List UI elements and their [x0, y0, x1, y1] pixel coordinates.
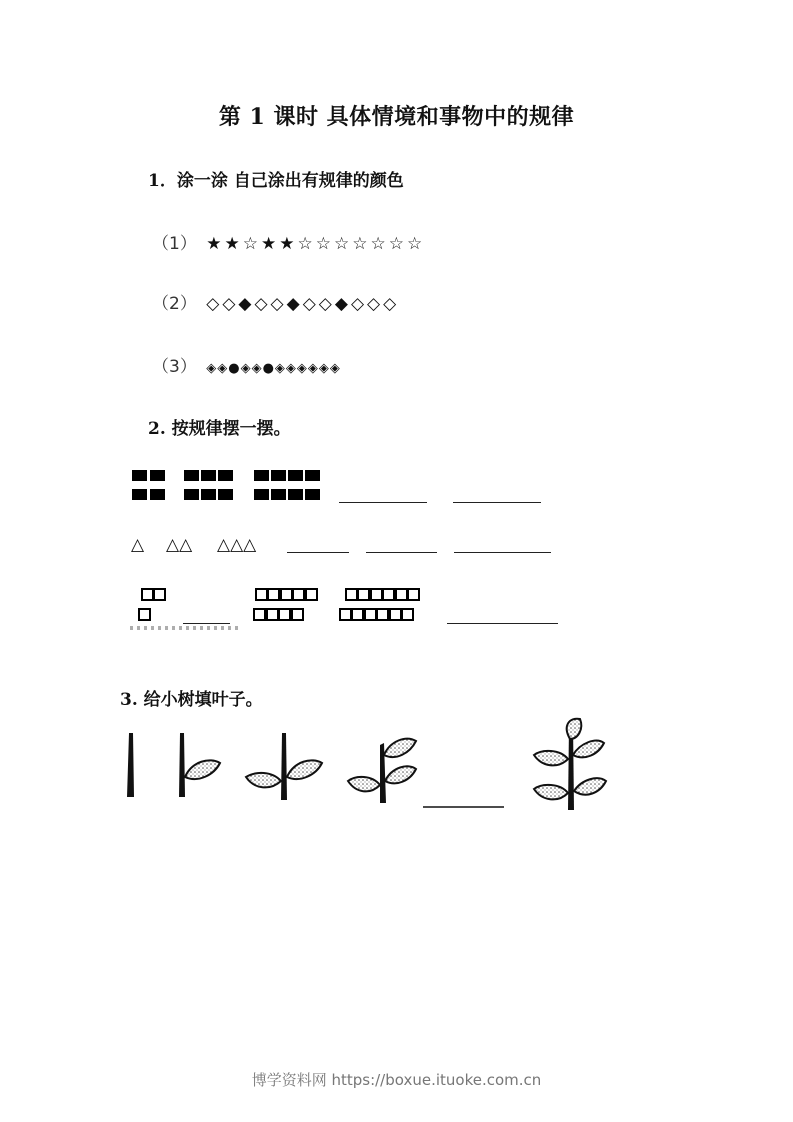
plant-two-leaves-icon	[246, 733, 322, 800]
pattern-symbol[interactable]: ◇	[383, 294, 397, 314]
plant-three-leaves-icon	[348, 739, 416, 803]
pattern-symbol[interactable]: ☆	[242, 234, 258, 254]
pattern-symbol[interactable]: ◇	[270, 294, 284, 314]
pattern-symbol[interactable]: ◇	[206, 294, 220, 314]
pattern-symbol[interactable]: ☆	[315, 234, 331, 254]
pattern-symbol[interactable]: ◇	[222, 294, 236, 314]
answer-blank[interactable]	[366, 552, 437, 553]
pattern-symbol[interactable]: ◈	[251, 361, 262, 376]
row-label: （2）	[152, 294, 197, 314]
outlined-box	[253, 608, 266, 621]
pattern-symbol[interactable]: ◈	[318, 361, 329, 376]
filled-square	[288, 470, 303, 481]
outlined-box	[351, 608, 364, 621]
answer-blank[interactable]	[453, 502, 541, 503]
filled-square	[132, 489, 147, 500]
pattern-symbol[interactable]: ☆	[333, 234, 350, 254]
pattern-symbol[interactable]: ☆	[406, 234, 423, 254]
pattern-symbol[interactable]: ◆	[334, 294, 348, 314]
pattern-symbol[interactable]: ◇	[254, 294, 268, 314]
filled-square	[271, 489, 286, 500]
diamond-pattern	[206, 294, 399, 314]
outlined-box	[278, 608, 291, 621]
outlined-box	[401, 608, 414, 621]
pattern-symbol[interactable]: ★	[279, 234, 295, 254]
pattern-symbol[interactable]: ◇	[302, 294, 316, 314]
outlined-box	[305, 588, 318, 601]
pattern-row-2	[152, 289, 399, 314]
pattern-symbol[interactable]: ☆	[388, 234, 404, 254]
pattern-symbol[interactable]: ☆	[352, 234, 368, 254]
question-1-heading: 1．涂一涂 自己涂出有规律的颜色	[148, 171, 404, 191]
filled-square	[218, 470, 233, 481]
row-label: （3）	[152, 357, 197, 377]
pattern-symbol[interactable]: ☆	[370, 234, 386, 254]
star-pattern	[206, 234, 425, 254]
answer-blank[interactable]	[447, 623, 558, 624]
filled-square	[254, 470, 269, 481]
filled-square	[132, 470, 147, 481]
cropped-text-remnant	[130, 626, 240, 630]
pattern-symbol[interactable]: ◇	[350, 294, 365, 314]
pattern-symbol[interactable]: ★	[224, 234, 240, 254]
answer-blank[interactable]	[454, 552, 551, 553]
pattern-symbol[interactable]: ◇	[367, 294, 381, 314]
pattern-symbol[interactable]: ◈	[285, 361, 296, 376]
filled-square	[288, 489, 303, 500]
outlined-box	[292, 588, 305, 601]
pattern-symbol[interactable]: ◈	[240, 361, 251, 376]
pattern-symbol[interactable]: ◇	[318, 294, 332, 314]
pattern-symbol[interactable]: ★	[206, 234, 222, 254]
pattern-symbol[interactable]: ◆	[286, 294, 300, 314]
row-label: （1）	[152, 234, 197, 254]
plant-one-leaf-icon	[179, 733, 220, 797]
pattern-symbol[interactable]: ◈	[307, 361, 318, 376]
filled-square	[218, 489, 233, 500]
pattern-symbol[interactable]: ◈	[217, 361, 228, 376]
plant-sequence	[110, 715, 620, 820]
triangle-group-1: △	[131, 535, 145, 555]
outlined-box	[357, 588, 370, 601]
outlined-box	[138, 608, 151, 621]
outlined-box	[407, 588, 420, 601]
outlined-box	[376, 608, 389, 621]
triangle-group-2: △△	[166, 535, 193, 555]
pattern-symbol[interactable]: ☆	[297, 234, 313, 254]
filled-square	[150, 470, 165, 481]
filled-square	[201, 470, 216, 481]
pattern-symbol[interactable]: ●	[228, 361, 240, 376]
filled-square	[271, 470, 286, 481]
triangle-group-3: △△△	[217, 535, 257, 555]
pattern-symbol[interactable]: ◈	[206, 361, 217, 376]
answer-blank[interactable]	[339, 502, 427, 503]
footer-watermark: 博学资料网 https://boxue.ituoke.com.cn	[251, 1071, 542, 1089]
plant-stem-icon	[127, 733, 134, 797]
dotted-diamond-pattern	[206, 357, 341, 377]
pattern-symbol[interactable]: ★	[260, 234, 277, 254]
outlined-box	[291, 608, 304, 621]
filled-square	[184, 489, 199, 500]
filled-square	[184, 470, 199, 481]
question-3-heading: 3. 给小树填叶子。	[120, 690, 263, 710]
pattern-symbol[interactable]: ◈	[274, 361, 285, 376]
page-title: 第 1 课时 具体情境和事物中的规律	[218, 104, 575, 130]
filled-square	[150, 489, 165, 500]
plant-five-leaves-icon	[534, 719, 606, 810]
outlined-box	[382, 588, 395, 601]
pattern-row-3	[152, 352, 341, 377]
pattern-symbol[interactable]: ◆	[238, 294, 252, 314]
filled-square	[305, 470, 320, 481]
pattern-row-1	[152, 229, 425, 254]
answer-blank[interactable]	[183, 623, 230, 624]
question-2-heading: 2. 按规律摆一摆。	[148, 419, 291, 439]
filled-square	[305, 489, 320, 500]
answer-blank[interactable]	[287, 552, 349, 553]
pattern-symbol[interactable]: ◈	[296, 361, 307, 376]
pattern-symbol[interactable]: ◈	[329, 361, 340, 376]
outlined-box	[267, 588, 280, 601]
filled-square	[254, 489, 269, 500]
outlined-box	[153, 588, 166, 601]
filled-square	[201, 489, 216, 500]
pattern-symbol[interactable]: ●	[262, 361, 274, 376]
